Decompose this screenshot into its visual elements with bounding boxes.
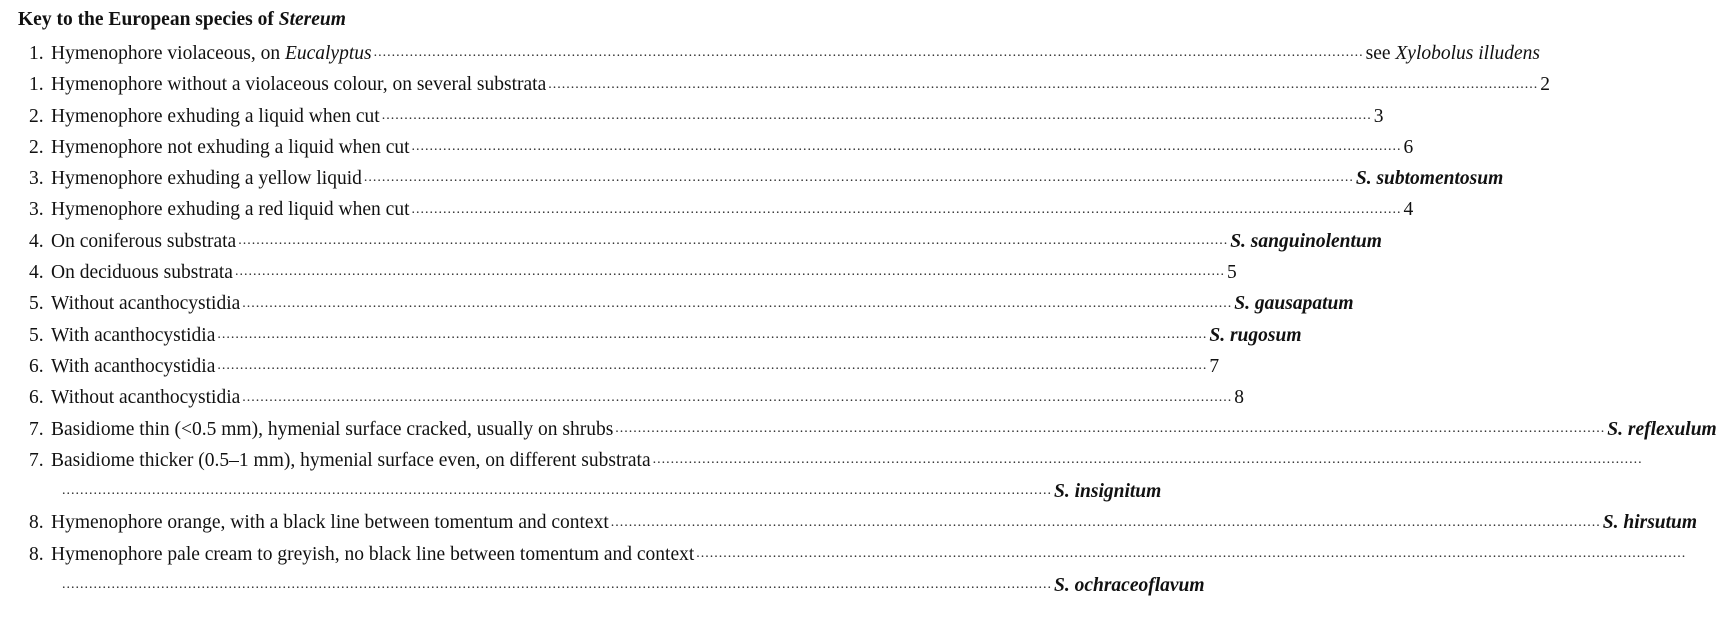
identification-key (29, 38, 1717, 601)
leader-dots: ............................................................................................................................................................................................................................ (62, 577, 1052, 593)
key-line-continuation (29, 476, 1162, 507)
species-result: S. gausapatum (1234, 293, 1354, 315)
couplet-text (51, 132, 410, 163)
key-line (29, 445, 1643, 476)
couplet-text-main: Hymenophore pale cream to greyish, no black line between tomentum and context (51, 543, 695, 565)
key-line (29, 288, 1354, 319)
leader-dots: ............................................................................................................................................................................................................................ (234, 264, 1225, 280)
lead-number: 6 (1403, 136, 1414, 158)
couplet-text-main: Hymenophore exhuding a red liquid when cut (51, 199, 410, 221)
key-line (29, 38, 1541, 69)
couplet-text (51, 445, 651, 476)
leader-dots: ............................................................................................................................................................................................................................ (238, 233, 1229, 249)
couplet-number: 8. (29, 512, 44, 534)
leader-dots: ............................................................................................................................................................................................................................ (610, 514, 1601, 530)
key-line-continuation (29, 570, 1205, 601)
couplet-text-main: Hymenophore orange, with a black line between tomentum and context (51, 512, 609, 534)
couplet-text-main: With acanthocystidia (51, 355, 216, 377)
couplet-text-main: On coniferous substrata (51, 230, 237, 252)
couplet-number: 2. (29, 105, 44, 127)
couplet-text-main: Hymenophore exhuding a yellow liquid (51, 168, 362, 190)
leader-dots: ............................................................................................................................................................................................................................ (381, 107, 1372, 123)
lead-number: 5 (1226, 262, 1237, 284)
species-result: S. reflexulum (1607, 418, 1717, 440)
leader-dots: ............................................................................................................................................................................................................................ (652, 452, 1643, 468)
lead-number: 8 (1234, 387, 1245, 409)
couplet-text-main: Hymenophore without a violaceous colour, on several substrata (51, 74, 547, 96)
couplet-text (51, 38, 372, 69)
key-line (29, 351, 1220, 382)
key-line (29, 414, 1717, 445)
couplet-text (51, 194, 410, 225)
species-result: S. insignitum (1054, 481, 1162, 503)
couplet-number: 5. (29, 324, 44, 346)
couplet-number: 7. (29, 418, 44, 440)
couplet-text (51, 226, 236, 257)
lead-number: 3 (1373, 105, 1384, 127)
leader-dots: ............................................................................................................................................................................................................................ (242, 389, 1233, 405)
leader-dots: ............................................................................................................................................................................................................................ (217, 326, 1208, 342)
couplet-number: 2. (29, 136, 44, 158)
leader-dots: ............................................................................................................................................................................................................................ (242, 295, 1233, 311)
leader-dots: ............................................................................................................................................................................................................................ (373, 45, 1364, 61)
leader-dots: ............................................................................................................................................................................................................................ (615, 420, 1606, 436)
key-line (29, 194, 1414, 225)
couplet-number: 6. (29, 355, 44, 377)
couplet-number: 5. (29, 293, 44, 315)
leader-dots: ............................................................................................................................................................................................................................ (696, 546, 1687, 562)
couplet-text-main: Hymenophore not exhuding a liquid when cut (51, 136, 410, 158)
key-line (29, 382, 1245, 413)
lead-number: 2 (1540, 74, 1551, 96)
species-result: S. ochraceoflavum (1054, 575, 1205, 597)
key-title-prefix: Key to the European species of (18, 9, 279, 30)
couplet-text (51, 351, 215, 382)
leader-dots: ............................................................................................................................................................................................................................ (548, 76, 1539, 92)
couplet-text (51, 163, 362, 194)
species-result: S. rugosum (1209, 324, 1302, 346)
couplet-number: 6. (29, 387, 44, 409)
couplet-number: 4. (29, 262, 44, 284)
key-title-genus: Stereum (278, 9, 346, 30)
key-line (29, 132, 1414, 163)
key-line (29, 226, 1382, 257)
couplet-text-main: Basidiome thicker (0.5–1 mm), hymenial surface even, on different substrata (51, 449, 651, 471)
couplet-text-main: Without acanthocystidia (51, 293, 241, 315)
lead-number: 4 (1403, 199, 1414, 221)
couplet-number: 3. (29, 168, 44, 190)
couplet-number: 4. (29, 230, 44, 252)
leader-dots: ............................................................................................................................................................................................................................ (411, 139, 1402, 155)
couplet-text-italic: Eucalyptus (284, 43, 372, 64)
key-line (29, 69, 1551, 100)
species-result: S. subtomentosum (1355, 168, 1504, 190)
couplet-text-main: Hymenophore violaceous, on (51, 43, 285, 64)
leader-dots: ............................................................................................................................................................................................................................ (411, 201, 1402, 217)
couplet-text (51, 507, 609, 538)
couplet-text-main: On deciduous substrata (51, 262, 233, 284)
couplet-text (51, 257, 233, 288)
couplet-number: 1. (29, 43, 44, 64)
leader-dots: ............................................................................................................................................................................................................................ (217, 358, 1208, 374)
couplet-number: 1. (29, 74, 44, 96)
key-line (29, 101, 1384, 132)
see-taxon: Xylobolus illudens (1395, 43, 1541, 64)
key-line (29, 163, 1504, 194)
couplet-text (51, 539, 694, 570)
couplet-number: 7. (29, 449, 44, 471)
couplet-text-main: With acanthocystidia (51, 324, 216, 346)
species-result: S. hirsutum (1602, 512, 1698, 534)
leader-dots: ............................................................................................................................................................................................................................ (363, 170, 1354, 186)
see-prefix: see (1365, 43, 1396, 64)
key-line (29, 539, 1687, 570)
key-line (29, 320, 1302, 351)
key-title (18, 6, 346, 34)
couplet-text (51, 101, 380, 132)
couplet-text (51, 288, 240, 319)
see-reference (1366, 38, 1540, 69)
couplet-text-main: Hymenophore exhuding a liquid when cut (51, 105, 380, 127)
couplet-text (51, 414, 613, 445)
couplet-text (51, 69, 546, 100)
key-line (29, 257, 1237, 288)
couplet-number: 3. (29, 199, 44, 221)
key-line (29, 507, 1698, 538)
couplet-text (51, 320, 215, 351)
couplet-text-main: Without acanthocystidia (51, 387, 241, 409)
lead-number: 7 (1209, 355, 1220, 377)
couplet-number: 8. (29, 543, 44, 565)
species-result: S. sanguinolentum (1230, 230, 1382, 252)
couplet-text-main: Basidiome thin (<0.5 mm), hymenial surface cracked, usually on shrubs (51, 418, 614, 440)
couplet-text (51, 382, 240, 413)
leader-dots: ............................................................................................................................................................................................................................ (62, 483, 1052, 499)
